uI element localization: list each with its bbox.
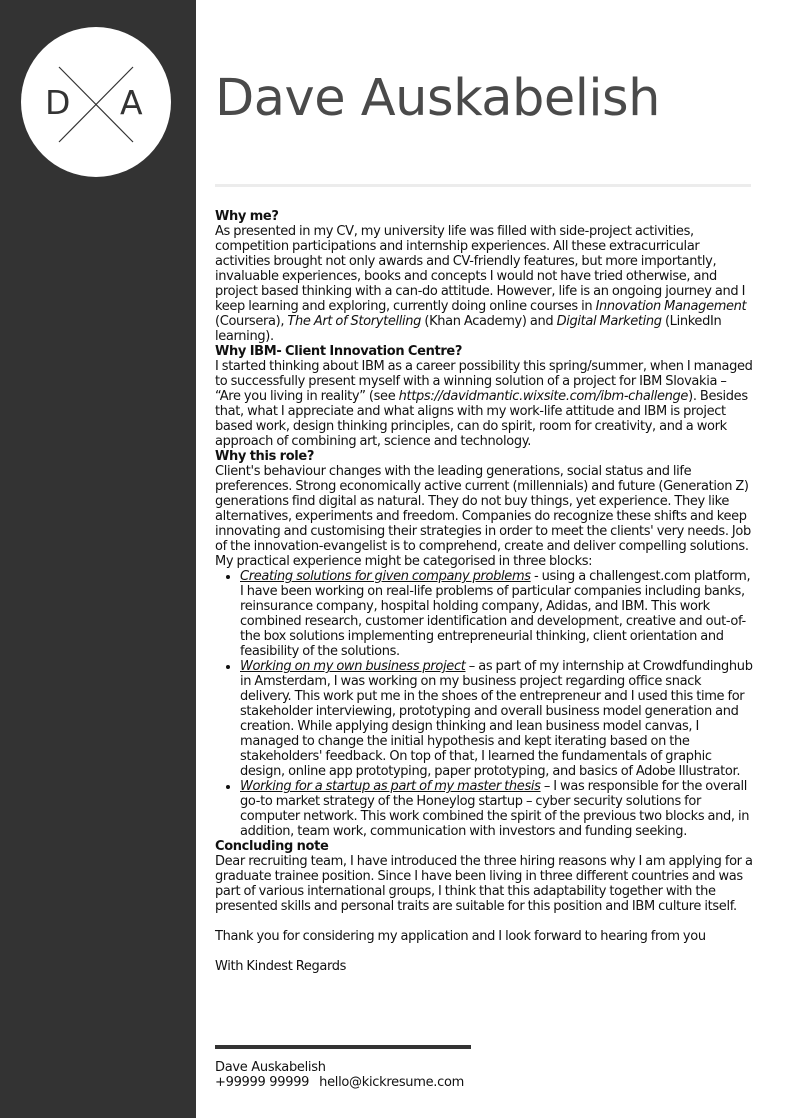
- email-address[interactable]: hello@kickresume.com: [319, 1075, 464, 1090]
- list-item: • Creating solutions for given company problems - using a challengest.com platform, I have been working on real-life problems of particular companies including banks, reinsurance company, hospital holding company, Adidas, and IBM. This work combined research, customer identification and development, creative and out-of-the box solutions implementing entrepreneurial thinking, client orientation and feasibility of the solutions.: [240, 569, 755, 659]
- applicant-name: Dave Auskabelish: [215, 69, 660, 128]
- paragraph-why-role: Client's behaviour changes with the leading generations, social status and life preferences. Strong economically active current (millennials) and future (Generation Z) generations find digital as natural. They do not buy things, yet experience. They like alternatives, experiments and freedom. Companies do recognize these shifts and keep innovating and customising their strategies in order to meet the clients' very needs. Job of the innovation-evangelist is to comprehend, create and deliver compelling solutions.: [215, 464, 751, 554]
- heading-why-me: Why me?: [215, 209, 279, 224]
- logo-cross-lines: [21, 27, 171, 177]
- signature-name: Dave Auskabelish: [215, 1060, 326, 1075]
- paragraph-blocks-intro: My practical experience might be categorised in three blocks:: [215, 554, 593, 569]
- monogram-logo: [21, 27, 171, 177]
- heading-why-role: Why this role?: [215, 449, 315, 464]
- sidebar: [0, 0, 196, 1118]
- paragraph-thanks: Thank you for considering my application and I look forward to hearing from you: [215, 929, 706, 944]
- signature-divider: [215, 1045, 471, 1049]
- header-divider: [215, 184, 751, 187]
- closing-line: With Kindest Regards: [215, 959, 347, 974]
- phone-number: +99999 99999: [215, 1075, 310, 1090]
- letter-body: [215, 209, 755, 974]
- list-item: • Working on my own business project – as part of my internship at Crowdfundinghub in Amsterdam, I was working on my business project regarding office snack delivery. This work put me in the shoes of the entrepreneur and I used this time for stakeholder interviewing, prototyping and overall business model generation and creation. While applying design thinking and lean business model canvas, I managed to change the initial hypothesis and kept iterating based on the stakeholders' feedback. On top of that, I learned the fundamentals of graphic design, online app prototyping, paper prototyping, and basics of Adobe Illustrator.: [240, 659, 755, 779]
- heading-concluding: Concluding note: [215, 839, 329, 854]
- logo-letter-right: A: [120, 83, 143, 122]
- list-item: • Working for a startup as part of my master thesis – I was responsible for the overall go-to market strategy of the Honeylog startup – cyber security solutions for computer network. This work combined the spirit of the previous two blocks and, in addition, team work, communication with investors and funding seeking.: [240, 779, 755, 839]
- challenge-link[interactable]: https://davidmantic.wixsite.com/ibm-challenge: [398, 389, 689, 404]
- contact-line: [215, 1075, 474, 1090]
- heading-why-ibm: Why IBM- Client Innovation Centre?: [215, 344, 463, 359]
- experience-list: [215, 569, 755, 839]
- paragraph-why-me: As presented in my CV, my university life was filled with side-project activities, competition participations and internship experiences. All these extracurricular activities brought not only awards and CV-friendly features, but more importantly, invaluable experiences, books and concepts I would not have tried otherwise, and project based thinking with a can-do attitude. However, life is an ongoing journey and I keep learning and exploring, currently doing online courses in Innovation Management (Coursera), The Art of Storytelling (Khan Academy) and Digital Marketing (LinkedIn learning).: [215, 224, 747, 344]
- logo-letter-left: D: [45, 83, 71, 122]
- signature-block: [215, 1060, 474, 1090]
- paragraph-concluding: Dear recruiting team, I have introduced the three hiring reasons why I am applying for a graduate trainee position. Since I have been living in three different countries and was part of various international groups, I think that this adaptability together with the presented skills and personal traits are suitable for this position and IBM culture itself.: [215, 854, 753, 914]
- paragraph-why-ibm: I started thinking about IBM as a career possibility this spring/summer, when I managed to successfully present myself with a winning solution of a project for IBM Slovakia – “Are you living in reality” (see https://davidmantic.wixsite.com/ibm-challenge). Besides that, what I appreciate and what aligns with my work-life attitude and IBM is project based work, design thinking principles, can do spirit, room for creativity, and a work approach of combining art, science and technology.: [215, 359, 753, 449]
